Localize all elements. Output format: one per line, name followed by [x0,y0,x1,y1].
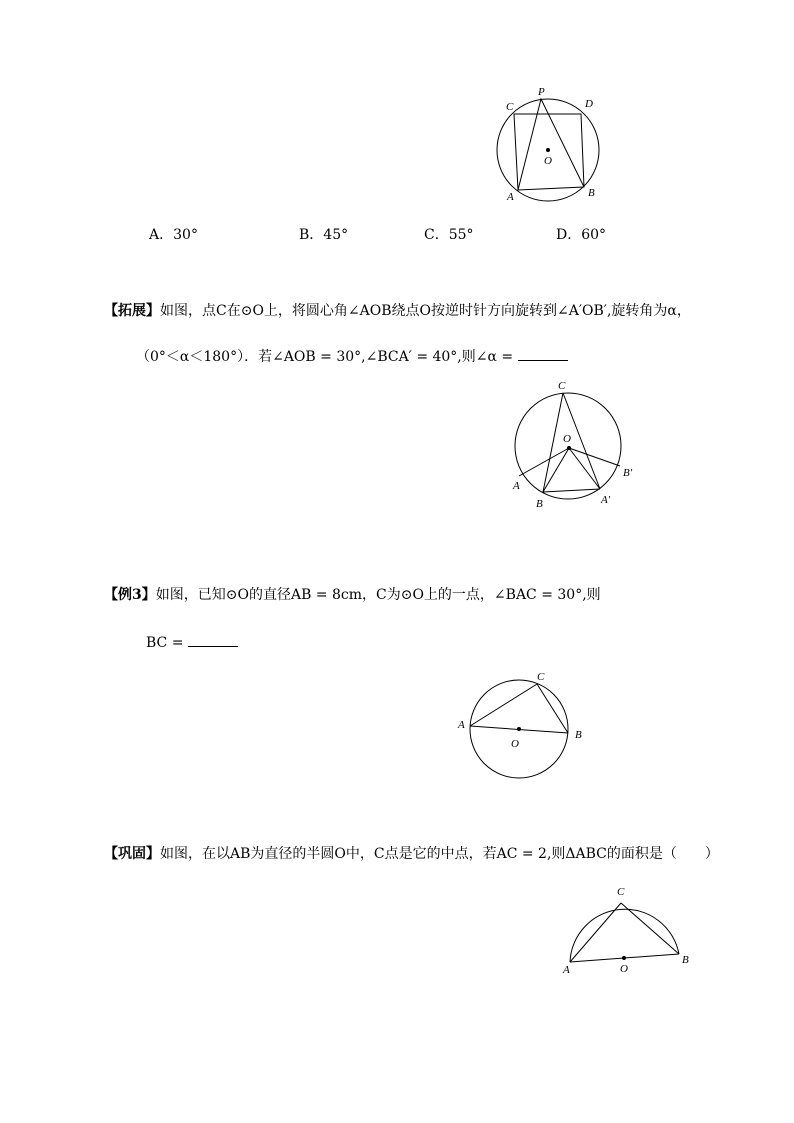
label-a-4: A [563,964,570,976]
label-o: O [544,155,552,167]
label-b-3: B [575,729,582,741]
choice-d-letter: D． [556,227,582,243]
choice-b-value: 45° [323,227,349,243]
label-b: B [588,187,595,199]
label-c-4: C [617,886,625,898]
label-b-2: B [536,498,543,510]
consolidate-text-1: 如图，在以AB为直径的半圆O中，C点是它的中点，若AC = 2,则ΔABC的面积是（ ） [160,846,719,862]
label-a-2: A [513,480,520,492]
label-o-4: O [620,963,628,975]
chord-ac-4 [570,903,621,962]
semicircle-arc [570,909,679,962]
choice-c-letter: C． [424,227,449,243]
label-b-4: B [682,954,689,966]
label-c-3: C [537,671,545,683]
label-d: D [585,98,593,110]
label-o-2: O [563,433,571,445]
center-dot-4 [622,956,626,960]
choice-b-letter: B． [299,227,324,243]
label-c: C [506,101,514,113]
choice-a-value: 30° [173,227,198,243]
example3-text-2: BC = [146,635,188,651]
extension-text-1: 如图，点C在⊙O上，将圆心角∠AOB绕点O按逆时针方向旋转到∠A′OB′,旋转角为α， [160,303,691,319]
label-a: A [507,191,514,203]
label-b-prime: B′ [623,467,633,479]
label-a-3: A [458,719,465,731]
label-a-prime: A′ [601,494,611,506]
chord-cb-4 [621,903,679,954]
label-c-2: C [558,380,566,392]
choice-d-value: 60° [581,227,607,243]
example3-tag: 【例3】 [104,587,156,603]
extension-text-2: （0°＜α＜180°）．若∠AOB = 30°,∠BCA′ = 40°,则∠α = [136,349,518,365]
example3-text-1: 如图，已知⊙O的直径AB = 8cm，C为⊙O上的一点，∠BAC = 30°,则 [155,587,601,603]
choice-a-letter: A． [149,227,174,243]
choice-c-value: 55° [448,227,474,243]
label-o-3: O [511,738,519,750]
extension-tag: 【拓展】 [104,303,160,319]
consolidate-tag: 【巩固】 [104,846,160,862]
label-p: P [538,86,545,98]
